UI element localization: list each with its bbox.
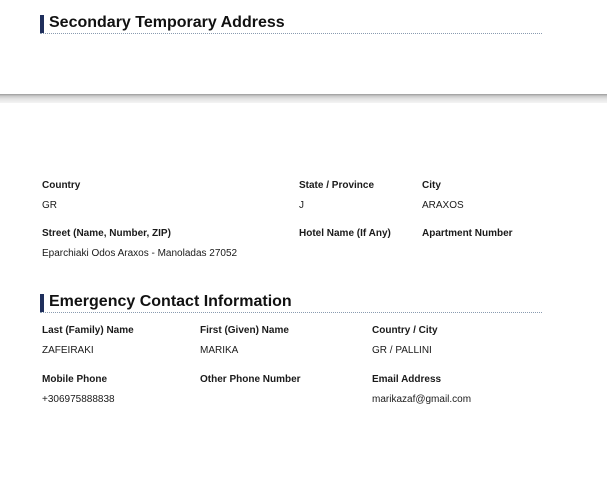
section-header-emergency-contact [40,292,542,313]
apartment-label: Apartment Number [422,228,513,239]
last-name-value: ZAFEIRAKI [42,345,94,356]
first-name-value: MARIKA [200,345,239,356]
last-name-label: Last (Family) Name [42,325,134,336]
other-phone-label: Other Phone Number [200,374,301,385]
section-divider [0,94,607,103]
city-value: ARAXOS [422,200,464,211]
hotel-label: Hotel Name (If Any) [299,228,391,239]
section-title: Emergency Contact Information [49,293,292,310]
street-value: Eparchiaki Odos Araxos - Manoladas 27052 [42,248,238,259]
city-label: City [422,180,441,191]
mobile-phone-label: Mobile Phone [42,374,107,385]
country-value: GR [42,200,57,211]
email-label: Email Address [372,374,442,385]
section-accent-bar [40,15,44,33]
state-label: State / Province [299,180,375,191]
street-label: Street (Name, Number, ZIP) [42,228,171,239]
section-title: Secondary Temporary Address [49,14,285,31]
country-label: Country [42,180,81,191]
section-accent-bar [40,294,44,312]
country-city-label: Country / City [372,325,438,336]
section-header-secondary-address [40,13,542,34]
email-value: marikazaf@gmail.com [372,394,472,405]
country-city-value: GR / PALLINI [372,345,432,356]
state-value: J [299,200,304,211]
mobile-phone-value: +306975888838 [42,394,115,405]
first-name-label: First (Given) Name [200,325,289,336]
